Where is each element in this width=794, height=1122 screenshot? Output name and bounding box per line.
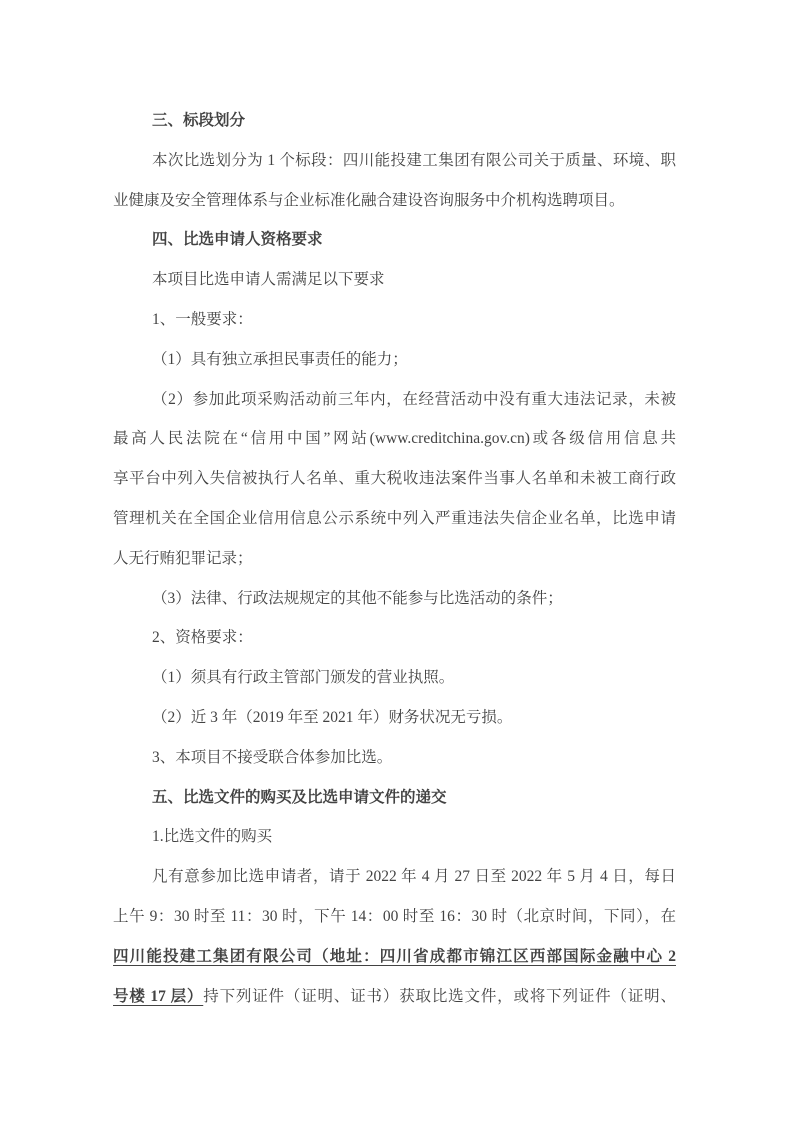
body-line-requirement-2d: 管理机关在全国企业信用信息公示系统中列入严重违法失信企业名单，比选申请 — [113, 509, 676, 527]
body-line-purchase-times: 上午 9：30 时至 11：30 时，下午 14：00 时至 16：30 时（北京时间，下同），在 — [113, 907, 676, 925]
body-line-requirement-2c: 享平台中列入失信被执行人名单、重大税收违法案件当事人名单和未被工商行政 — [113, 470, 676, 488]
heading-section-three: 三、标段划分 — [152, 112, 246, 129]
heading-section-four: 四、比选申请人资格要求 — [152, 231, 323, 249]
certificates-text: 持下列证件（证明、证书）获取比选文件，或将下列证件（证明、 — [203, 987, 676, 1005]
body-line-no-consortium: 3、本项目不接受联合体参加比选。 — [152, 748, 393, 766]
body-line-requirement-2b: 最高人民法院在“信用中国”网站(www.creditchina.gov.cn)或各级信用信息共 — [113, 430, 676, 448]
body-line-purchase-dates: 凡有意参加比选申请者，请于 2022 年 4 月 27 日至 2022 年 5 月 4 日，每日 — [152, 868, 676, 886]
address-floor-underlined: 号楼 17 层） — [113, 987, 204, 1005]
body-line-company-address — [113, 937, 676, 977]
body-line-requirements-intro: 本项目比选申请人需满足以下要求 — [152, 271, 385, 289]
body-line-requirement-3: （3）法律、行政法规规定的其他不能参与比选活动的条件； — [152, 589, 563, 607]
body-line-address-end-and-certificates — [113, 977, 676, 1017]
body-line-lot-division-1: 本次比选划分为 1 个标段：四川能投建工集团有限公司关于质量、环境、职 — [152, 151, 676, 169]
body-line-requirement-1: （1）具有独立承担民事责任的能力； — [152, 350, 408, 368]
body-line-general-requirements-label: 1、一般要求： — [152, 310, 253, 328]
body-line-qualification-2: （2）近 3 年（2019 年至 2021 年）财务状况无亏损。 — [152, 708, 513, 726]
company-address-underlined: 四川能投建工集团有限公司（地址：四川省成都市锦江区西部国际金融中心 2 — [113, 947, 676, 965]
body-line-requirement-2a: （2）参加此项采购活动前三年内，在经营活动中没有重大违法记录，未被 — [152, 390, 676, 408]
body-line-qualification-label: 2、资格要求： — [152, 629, 253, 647]
body-line-qualification-1: （1）须具有行政主管部门颁发的营业执照。 — [152, 669, 455, 687]
body-line-lot-division-2: 业健康及安全管理体系与企业标准化融合建设咨询服务中介机构选聘项目。 — [113, 191, 625, 209]
body-line-purchase-label: 1.比选文件的购买 — [152, 828, 273, 846]
heading-section-five: 五、比选文件的购买及比选申请文件的递交 — [152, 788, 447, 806]
body-line-requirement-2e: 人无行贿犯罪记录； — [113, 549, 253, 567]
document-content — [113, 101, 676, 1016]
